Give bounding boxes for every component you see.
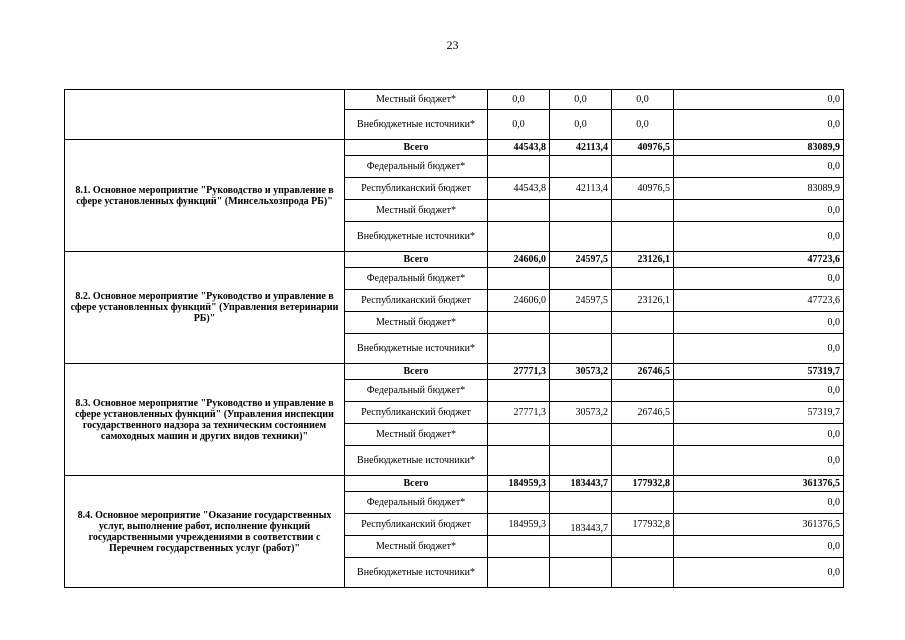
value-cell bbox=[488, 424, 550, 446]
value-cell bbox=[488, 334, 550, 364]
total-cell: 0,0 bbox=[674, 424, 844, 446]
value-cell bbox=[550, 536, 612, 558]
total-cell: 47723,6 bbox=[674, 290, 844, 312]
value-cell bbox=[550, 156, 612, 178]
value-cell: 0,0 bbox=[488, 90, 550, 110]
value-cell: 44543,8 bbox=[488, 140, 550, 156]
value-cell bbox=[612, 558, 674, 588]
value-cell bbox=[612, 424, 674, 446]
source-cell: Республиканский бюджет bbox=[345, 178, 488, 200]
activity-cell-empty bbox=[65, 90, 345, 140]
total-cell: 83089,9 bbox=[674, 140, 844, 156]
source-cell: Местный бюджет* bbox=[345, 200, 488, 222]
value-cell bbox=[550, 312, 612, 334]
total-row bbox=[65, 140, 844, 156]
value-cell bbox=[550, 334, 612, 364]
value-cell: 42113,4 bbox=[550, 140, 612, 156]
source-cell: Федеральный бюджет* bbox=[345, 492, 488, 514]
value-cell bbox=[550, 380, 612, 402]
value-cell bbox=[550, 424, 612, 446]
total-cell: 361376,5 bbox=[674, 514, 844, 536]
value-cell: 24606,0 bbox=[488, 290, 550, 312]
value-cell bbox=[550, 558, 612, 588]
value-cell bbox=[612, 200, 674, 222]
source-cell: Всего bbox=[345, 140, 488, 156]
value-cell: 24597,5 bbox=[550, 290, 612, 312]
source-cell: Республиканский бюджет bbox=[345, 402, 488, 424]
value-cell bbox=[488, 492, 550, 514]
activity-cell: 8.1. Основное мероприятие "Руководство и управление в сфере установленных функций" (Минсельхозпрода РБ)" bbox=[65, 140, 345, 252]
source-cell: Всего bbox=[345, 476, 488, 492]
value-cell bbox=[612, 334, 674, 364]
value-cell: 0,0 bbox=[488, 110, 550, 140]
source-cell: Республиканский бюджет bbox=[345, 514, 488, 536]
total-cell: 0,0 bbox=[674, 110, 844, 140]
total-cell: 83089,9 bbox=[674, 178, 844, 200]
source-cell: Республиканский бюджет bbox=[345, 290, 488, 312]
source-cell: Местный бюджет* bbox=[345, 536, 488, 558]
value-cell bbox=[550, 222, 612, 252]
value-cell: 40976,5 bbox=[612, 140, 674, 156]
value-cell: 23126,1 bbox=[612, 290, 674, 312]
value-cell: 24606,0 bbox=[488, 252, 550, 268]
value-cell bbox=[612, 536, 674, 558]
value-cell bbox=[612, 268, 674, 290]
source-cell: Федеральный бюджет* bbox=[345, 156, 488, 178]
source-cell: Всего bbox=[345, 364, 488, 380]
value-cell bbox=[488, 536, 550, 558]
value-cell bbox=[550, 492, 612, 514]
total-cell: 0,0 bbox=[674, 90, 844, 110]
source-cell: Внебюджетные источники* bbox=[345, 446, 488, 476]
value-cell bbox=[612, 492, 674, 514]
total-row bbox=[65, 252, 844, 268]
value-cell bbox=[488, 312, 550, 334]
value-cell bbox=[612, 380, 674, 402]
source-cell: Местный бюджет* bbox=[345, 90, 488, 110]
value-cell: 27771,3 bbox=[488, 402, 550, 424]
value-cell: 26746,5 bbox=[612, 364, 674, 380]
value-cell: 26746,5 bbox=[612, 402, 674, 424]
total-cell: 0,0 bbox=[674, 492, 844, 514]
total-cell: 0,0 bbox=[674, 558, 844, 588]
total-cell: 0,0 bbox=[674, 268, 844, 290]
source-cell: Внебюджетные источники* bbox=[345, 110, 488, 140]
total-cell: 0,0 bbox=[674, 334, 844, 364]
value-cell: 23126,1 bbox=[612, 252, 674, 268]
value-cell: 184959,3 bbox=[488, 476, 550, 492]
value-cell: 42113,4 bbox=[550, 178, 612, 200]
value-cell bbox=[612, 312, 674, 334]
value-cell: 0,0 bbox=[612, 90, 674, 110]
budget-table bbox=[64, 89, 844, 588]
source-cell: Внебюджетные источники* bbox=[345, 222, 488, 252]
activity-cell: 8.3. Основное мероприятие "Руководство и управление в сфере установленных функций" (Управления инспекции государственного надзора за техническим состоянием самоходных машин и других видов техники)" bbox=[65, 364, 345, 476]
value-cell bbox=[550, 268, 612, 290]
value-cell bbox=[612, 156, 674, 178]
total-cell: 0,0 bbox=[674, 222, 844, 252]
value-cell: 27771,3 bbox=[488, 364, 550, 380]
value-text: 183443,7 bbox=[570, 523, 608, 534]
page-number: 23 bbox=[446, 38, 459, 52]
total-row bbox=[65, 364, 844, 380]
value-cell: 177932,8 bbox=[612, 514, 674, 536]
value-cell: 24597,5 bbox=[550, 252, 612, 268]
source-cell: Федеральный бюджет* bbox=[345, 380, 488, 402]
value-cell bbox=[488, 156, 550, 178]
value-cell bbox=[550, 446, 612, 476]
source-cell: Местный бюджет* bbox=[345, 312, 488, 334]
total-cell: 57319,7 bbox=[674, 402, 844, 424]
activity-cell: 8.4. Основное мероприятие "Оказание государственных услуг, выполнение работ, исполнение функций государственными учреждениями в соответствии с Перечнем государственных услуг (работ)" bbox=[65, 476, 345, 588]
table-row bbox=[65, 90, 844, 110]
value-cell bbox=[488, 222, 550, 252]
total-cell: 47723,6 bbox=[674, 252, 844, 268]
value-cell bbox=[488, 380, 550, 402]
value-cell bbox=[488, 268, 550, 290]
total-cell: 361376,5 bbox=[674, 476, 844, 492]
source-cell: Внебюджетные источники* bbox=[345, 334, 488, 364]
total-cell: 57319,7 bbox=[674, 364, 844, 380]
total-cell: 0,0 bbox=[674, 446, 844, 476]
value-cell bbox=[612, 222, 674, 252]
value-cell: 183443,7 bbox=[550, 476, 612, 492]
total-cell: 0,0 bbox=[674, 200, 844, 222]
total-cell: 0,0 bbox=[674, 536, 844, 558]
value-cell: 30573,2 bbox=[550, 364, 612, 380]
source-cell: Всего bbox=[345, 252, 488, 268]
total-cell: 0,0 bbox=[674, 312, 844, 334]
value-cell: 40976,5 bbox=[612, 178, 674, 200]
value-cell: 177932,8 bbox=[612, 476, 674, 492]
value-cell: 0,0 bbox=[612, 110, 674, 140]
value-cell bbox=[612, 446, 674, 476]
value-cell: 0,0 bbox=[550, 110, 612, 140]
value-cell: 0,0 bbox=[550, 90, 612, 110]
value-cell: 184959,3 bbox=[488, 514, 550, 536]
total-cell: 0,0 bbox=[674, 380, 844, 402]
value-cell: 44543,8 bbox=[488, 178, 550, 200]
source-cell: Федеральный бюджет* bbox=[345, 268, 488, 290]
value-cell bbox=[488, 200, 550, 222]
value-cell: 30573,2 bbox=[550, 402, 612, 424]
value-cell bbox=[550, 514, 612, 536]
value-cell bbox=[488, 446, 550, 476]
total-row bbox=[65, 476, 844, 492]
source-cell: Внебюджетные источники* bbox=[345, 558, 488, 588]
value-cell bbox=[550, 200, 612, 222]
source-cell: Местный бюджет* bbox=[345, 424, 488, 446]
value-cell bbox=[488, 558, 550, 588]
activity-cell: 8.2. Основное мероприятие "Руководство и управление в сфере установленных функций" (Управления ветеринарии РБ)" bbox=[65, 252, 345, 364]
total-cell: 0,0 bbox=[674, 156, 844, 178]
